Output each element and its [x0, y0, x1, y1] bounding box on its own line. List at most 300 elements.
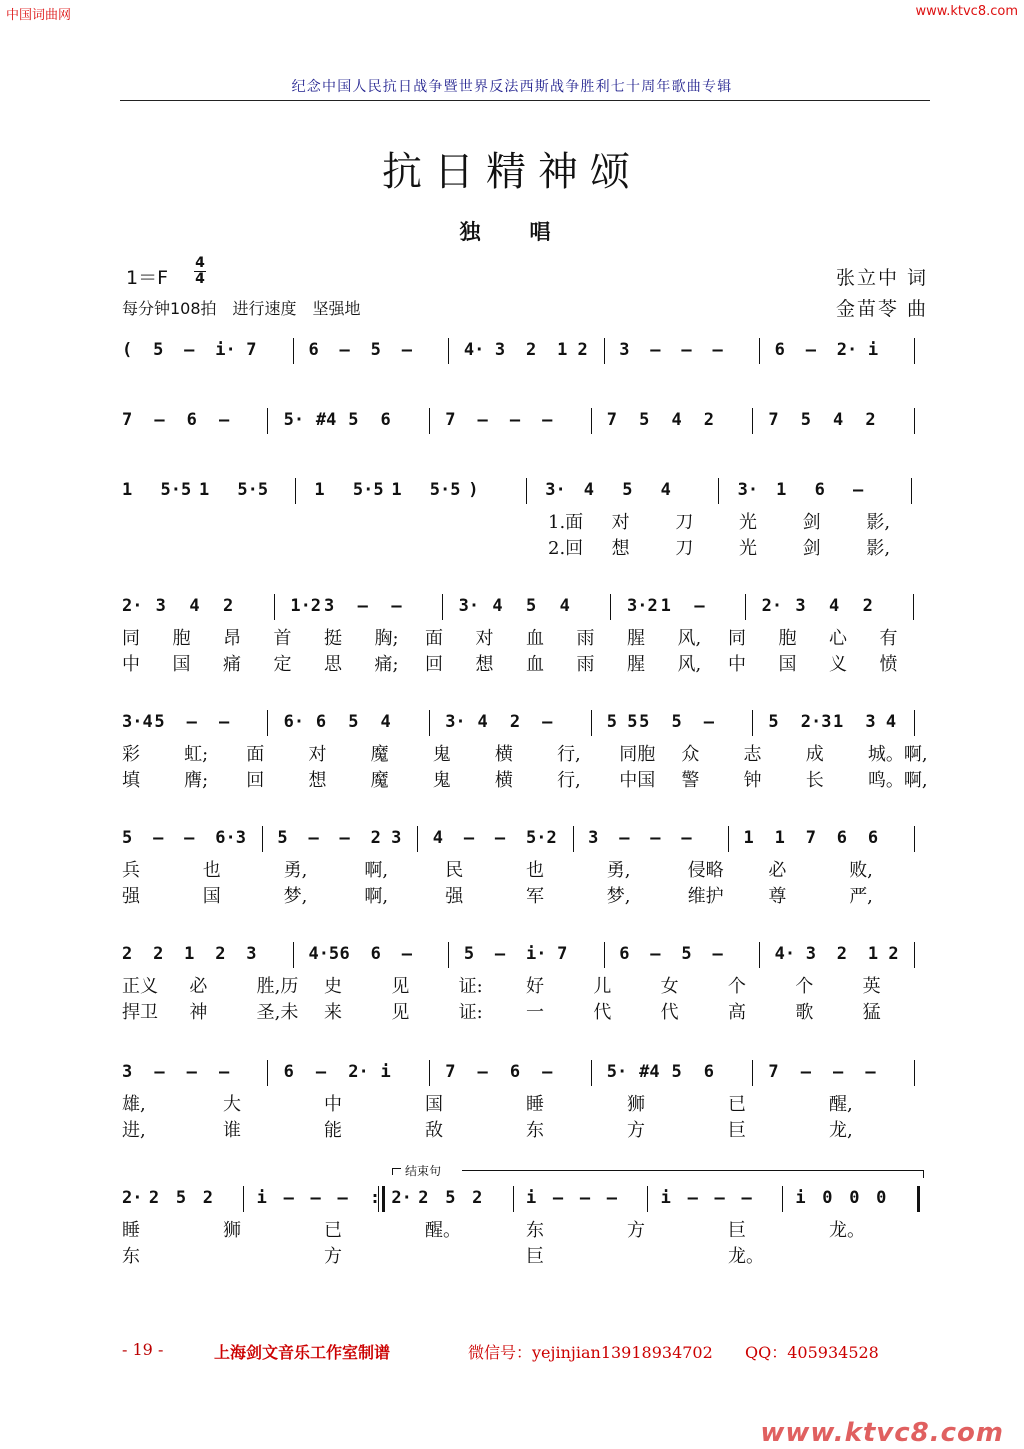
note: 6 [509, 1062, 521, 1082]
lyric-word: 民 [445, 860, 464, 881]
note: 6 [315, 712, 327, 732]
lyric-word: 必 [768, 860, 787, 881]
note-row [0, 940, 1024, 974]
note: 6 [619, 944, 630, 964]
ending-bracket-end [923, 1170, 924, 1178]
lyric-word: 想 [475, 654, 494, 675]
note: – [494, 944, 506, 964]
note: ( [122, 340, 133, 360]
lyric-word: 梦, [283, 886, 308, 907]
note: #4 [639, 1062, 660, 1082]
bar-line [745, 594, 746, 620]
bar-line [591, 710, 592, 736]
lyric-word: 胜,历 [256, 976, 299, 997]
note: – [308, 828, 319, 848]
lyric-word: 痛 [223, 654, 241, 675]
lyric-word: 血 [526, 654, 544, 675]
note: – [853, 480, 864, 500]
lyric-word: 剑 [802, 512, 821, 533]
note: 4 [833, 410, 844, 430]
note: i [867, 340, 879, 360]
note: – [865, 1062, 876, 1082]
lyric-word: 来 [324, 1002, 342, 1023]
lyric-word: 剑 [802, 538, 821, 559]
lyric-word: 虹; [184, 744, 209, 765]
bar-line [914, 826, 915, 852]
lyric-word: 填 [122, 770, 140, 791]
bar-line [759, 942, 760, 968]
lyric-word: 成 [805, 744, 824, 765]
note: – [218, 410, 230, 430]
note: #4 [315, 410, 337, 430]
lyric-word: 也 [202, 860, 221, 881]
lyric-word: 证: [458, 976, 483, 997]
bar-line [728, 826, 729, 852]
note: 3 4 [865, 712, 897, 732]
lyric-word: 严, [849, 886, 873, 907]
bar-line [442, 594, 443, 620]
lyric-word: 定 [273, 654, 292, 675]
lyric-word: 风, [677, 628, 702, 649]
studio-credit: 上海剑文音乐工作室制谱 [214, 1343, 391, 1362]
note: 4 [492, 596, 503, 616]
note: 6 [836, 828, 848, 848]
note: 3 [324, 596, 335, 616]
note: 2 [862, 596, 873, 616]
note: 3· [445, 712, 466, 732]
lyricist-credit: 张立中 词 [835, 267, 928, 289]
bar-line [274, 594, 275, 620]
lyric-word: 维护 [687, 886, 724, 907]
lyric-word: 见 [391, 1002, 410, 1023]
lyric-word: 1.面 [548, 512, 584, 533]
bar-line [914, 1060, 915, 1086]
note: 5 [153, 340, 164, 360]
lyric-word: 一 [526, 1002, 544, 1023]
bar-line [759, 338, 760, 364]
note: 3 [155, 596, 166, 616]
bar-line [295, 478, 296, 504]
note: 2· [836, 340, 858, 360]
note: 6 [380, 410, 391, 430]
lyric-word: 神 [189, 1002, 208, 1023]
note-row [0, 708, 1024, 742]
note: – [650, 340, 661, 360]
note: 2 [418, 1188, 429, 1208]
note: 2· [122, 1188, 143, 1208]
note: 5 [681, 944, 692, 964]
note: – [741, 1188, 752, 1208]
note: 6 [308, 340, 319, 360]
bar-line [914, 942, 915, 968]
note: – [687, 1188, 698, 1208]
lyric-word: 女 [660, 976, 679, 997]
note: 3 [805, 944, 816, 964]
bar-line [267, 1060, 268, 1086]
lyric-word: 已 [324, 1220, 342, 1241]
lyric-word: 睡 [526, 1094, 544, 1115]
lyric-word: 膺; [184, 770, 209, 791]
bar-line [718, 478, 719, 504]
note: 1 [776, 480, 787, 500]
lyric-word: 魔 [370, 770, 389, 791]
lyric-word: 国 [778, 654, 797, 675]
note: 5 [671, 712, 682, 732]
note: 2· [122, 596, 143, 616]
note: 2 [472, 1188, 483, 1208]
lyric-word: 东 [526, 1220, 544, 1241]
lyric-word: 方 [627, 1120, 645, 1141]
bar-line [293, 338, 294, 364]
lyric-word: 代 [593, 1002, 612, 1023]
note: 0 [822, 1188, 833, 1208]
lyric-word: 谁 [223, 1120, 241, 1141]
bar-line [573, 826, 574, 852]
note: – [800, 1062, 811, 1082]
lyric-word: 胸; [374, 628, 399, 649]
note: 5 [463, 944, 475, 964]
lyric-word: 城。啊, [867, 744, 928, 765]
lyric-word: 2.回 [548, 538, 584, 559]
note: – [542, 410, 553, 430]
note: – [153, 828, 164, 848]
note: 6 [703, 1062, 714, 1082]
bar-line [429, 710, 430, 736]
note: – [401, 944, 412, 964]
note: 1·2 [290, 596, 322, 616]
note: – [184, 828, 195, 848]
lyric-word: 横 [494, 770, 513, 791]
note: – [714, 1188, 725, 1208]
lyric-word: 胞 [172, 628, 191, 649]
bar-line [526, 478, 527, 504]
lyric-word: 挺 [324, 628, 342, 649]
bar-line [262, 826, 263, 852]
time-signature-bottom: 4 [195, 271, 205, 287]
note: 5 [639, 410, 650, 430]
note: – [154, 1062, 165, 1082]
note: 6 [283, 1062, 294, 1082]
bar-line [913, 594, 914, 620]
note: – [650, 944, 661, 964]
note: 6 [774, 340, 785, 360]
note: 7 [768, 410, 779, 430]
note: – [552, 1188, 564, 1208]
note: 5 [639, 712, 650, 732]
note: 5 [445, 1188, 456, 1208]
note: 2 [202, 1188, 214, 1208]
bar-line [752, 408, 753, 434]
lyric-word: 光 [739, 538, 757, 559]
note: – [337, 1188, 348, 1208]
note: – [509, 410, 521, 430]
lyric-word: 侵略 [687, 860, 724, 881]
note: 5·5 [352, 480, 384, 500]
note-row [0, 1058, 1024, 1092]
note: – [542, 712, 553, 732]
note: 5·2 [526, 828, 557, 848]
note: 5 [122, 828, 133, 848]
lyric-word: 方 [627, 1220, 645, 1241]
qq-number: QQ：405934528 [745, 1343, 879, 1362]
series-heading: 纪念中国人民抗日战争暨世界反法西斯战争胜利七十周年歌曲专辑 [291, 79, 733, 95]
lyric-word: 血 [526, 628, 544, 649]
note: 3 [246, 944, 257, 964]
lyric-word: 中 [728, 654, 746, 675]
lyric-word: 彩 [122, 744, 140, 765]
note: 7 [445, 410, 456, 430]
bar-line [752, 710, 753, 736]
bar-line [647, 1186, 648, 1212]
site-name-left[interactable]: 中国词曲网 [6, 8, 72, 23]
note: 5·5 [160, 480, 192, 500]
lyric-word: 雨 [576, 654, 595, 675]
lyric-word: 狮 [223, 1220, 241, 1241]
lyric-word: 影, [866, 512, 891, 533]
note: – [315, 1062, 327, 1082]
note: 3· [545, 480, 566, 500]
note: i [256, 1188, 267, 1208]
lyric-word: 啊, [364, 886, 389, 907]
note: – [357, 596, 368, 616]
lyric-word: 捍卫 [122, 1002, 158, 1023]
site-url-right[interactable]: www.ktvc8.com [915, 4, 1018, 19]
note: – [186, 1062, 197, 1082]
note: 3 [494, 340, 506, 360]
lyric-word: 梦, [606, 886, 631, 907]
bar-line [752, 1060, 753, 1086]
lyric-word: 面 [425, 628, 443, 649]
lyric-word: 龙, [829, 1120, 853, 1141]
note: 1 [122, 480, 133, 500]
note: – [494, 828, 506, 848]
lyric-word: 醒, [829, 1094, 853, 1115]
note: 5·5 [429, 480, 461, 500]
note: 2 [509, 712, 521, 732]
lyric-word: 兵 [122, 860, 140, 881]
lyric-word: 雨 [576, 628, 595, 649]
note: 4· [463, 340, 485, 360]
lyric-word: 对 [475, 628, 494, 649]
note: 2 [148, 1188, 160, 1208]
note: 6· [283, 712, 305, 732]
note: – [339, 828, 350, 848]
note: – [694, 596, 705, 616]
lyric-word: 想 [308, 770, 327, 791]
song-title: 抗日精神颂 [382, 149, 642, 195]
lyric-word: 同 [122, 628, 140, 649]
note: 2 [153, 944, 164, 964]
note: 6 [186, 410, 197, 430]
lyric-word: 尊 [768, 886, 787, 907]
watermark-logo: www.ktvc8.com [760, 1418, 1004, 1448]
lyric-word: 同 [728, 628, 746, 649]
note: 1 2 [557, 340, 588, 360]
bar-line [917, 1186, 920, 1212]
note: 7 [445, 1062, 456, 1082]
note: 1 [198, 480, 210, 500]
note: 1 [743, 828, 754, 848]
note: – [391, 596, 402, 616]
lyric-word: 回 [246, 770, 265, 791]
note: 4 [189, 596, 200, 616]
lyric-word: 中国 [619, 770, 656, 791]
composer-credit: 金苗苓 曲 [835, 298, 928, 320]
lyric-word: 睡 [122, 1220, 140, 1241]
lyric-word: 钟 [743, 770, 762, 791]
lyric-word: 勇, [283, 860, 308, 881]
lyric-word: 龙。 [728, 1246, 764, 1267]
note: – [805, 340, 816, 360]
note: 2 [836, 944, 848, 964]
bar-line [604, 338, 605, 364]
lyric-word: 中 [122, 654, 140, 675]
note: – [619, 828, 630, 848]
note: 3·2 [627, 596, 658, 616]
note: 5 [671, 1062, 682, 1082]
note: 1 [391, 480, 402, 500]
lyric-word: 国 [202, 886, 221, 907]
note: – [463, 828, 475, 848]
note: – [339, 340, 350, 360]
bar-line [429, 408, 430, 434]
lyric-word: 警 [681, 770, 700, 791]
note: 7 [246, 340, 257, 360]
lyric-word: 强 [445, 886, 464, 907]
bar-line [591, 408, 592, 434]
note: – [703, 712, 714, 732]
lyric-word: 巨 [728, 1220, 746, 1241]
lyric-word: 东 [122, 1246, 140, 1267]
lyric-word: 国 [425, 1094, 443, 1115]
bar-line [429, 1060, 430, 1086]
lyric-word: 刀 [675, 538, 694, 559]
lyric-word: 想 [611, 538, 630, 559]
note: 7 [557, 944, 568, 964]
note: 2·3 [800, 712, 832, 732]
bar-line [604, 942, 605, 968]
note: 1 [184, 944, 195, 964]
note: 5 5 [606, 712, 638, 732]
ending-bracket [462, 1170, 924, 1171]
note-row [0, 476, 1024, 510]
lyric-word: 勇, [606, 860, 631, 881]
note: 7 [805, 828, 816, 848]
lyric-word: 长 [805, 770, 824, 791]
lyric-word: 龙。 [829, 1220, 865, 1241]
note: 5 [175, 1188, 187, 1208]
lyric-word: 正义 [122, 976, 158, 997]
bar-line [782, 1186, 783, 1212]
note: – [401, 340, 412, 360]
bar-line [243, 1186, 244, 1212]
lyric-word: 雄, [122, 1094, 146, 1115]
note: 1 [833, 712, 844, 732]
note: 5·5 [237, 480, 269, 500]
note: – [184, 340, 195, 360]
lyric-word: 东 [526, 1120, 544, 1141]
note: 2 [865, 410, 876, 430]
note-row [0, 592, 1024, 626]
note: 7 [122, 410, 133, 430]
note: 0 [876, 1188, 887, 1208]
note: 3·4 [122, 712, 153, 732]
note: – [218, 712, 230, 732]
ending-label: 结束句 [392, 1162, 441, 1179]
bar-line [417, 826, 418, 852]
lyric-word: 猛 [862, 1002, 881, 1023]
note: 3· [737, 480, 759, 500]
lyric-word: 狮 [627, 1094, 645, 1115]
note: – [712, 340, 723, 360]
lyric-word: 同胞 [619, 744, 656, 765]
lyric-word: 醒。 [425, 1220, 461, 1241]
note: i [526, 1188, 537, 1208]
lyric-word: 行, [557, 744, 581, 765]
bar-line [911, 478, 912, 504]
lyric-word: 胞 [778, 628, 797, 649]
note-row [0, 1184, 1024, 1218]
lyric-word: 代 [660, 1002, 679, 1023]
lyric-word: 首 [273, 628, 292, 649]
lyric-word: 军 [526, 886, 544, 907]
note: 4 [829, 596, 840, 616]
note: 4· [774, 944, 796, 964]
lyric-word: 进, [122, 1120, 146, 1141]
note: 4 [380, 712, 391, 732]
lyric-word: 大 [223, 1094, 241, 1115]
lyric-word: 史 [324, 976, 342, 997]
lyric-word: 痛; [374, 654, 399, 675]
note: 5 [370, 340, 381, 360]
note: – [283, 1188, 294, 1208]
note: 7 [768, 1062, 779, 1082]
lyric-word: 腥 [627, 628, 645, 649]
note: 1 [660, 596, 671, 616]
lyric-word: 啊, [364, 860, 389, 881]
note: 3· [458, 596, 480, 616]
note: – [477, 410, 488, 430]
lyric-word: 国 [172, 654, 191, 675]
note: 2· [348, 1062, 369, 1082]
note: 1 2 [867, 944, 899, 964]
note: 5· [606, 1062, 628, 1082]
note: – [477, 1062, 488, 1082]
note: – [154, 410, 165, 430]
lyric-word: 志 [743, 744, 762, 765]
note: 1 [314, 480, 325, 500]
note: – [681, 828, 692, 848]
note: 4 [660, 480, 671, 500]
note: 5 [154, 712, 165, 732]
lyric-word: 光 [739, 512, 757, 533]
lyric-word: 横 [494, 744, 513, 765]
note: 6 [339, 944, 350, 964]
lyric-word: 鸣。啊, [867, 770, 928, 791]
note: – [606, 1188, 618, 1208]
lyric-word: 证: [458, 1002, 483, 1023]
note: i [795, 1188, 806, 1208]
bar-line [448, 942, 449, 968]
bar-line [267, 408, 268, 434]
bar-line [914, 408, 915, 434]
lyric-word: 昂 [223, 628, 241, 649]
note: – [681, 340, 692, 360]
key-signature: 1＝F [126, 267, 169, 289]
page-number: - 19 - [122, 1340, 164, 1359]
lyric-word: 必 [189, 976, 208, 997]
note: 3 [588, 828, 599, 848]
